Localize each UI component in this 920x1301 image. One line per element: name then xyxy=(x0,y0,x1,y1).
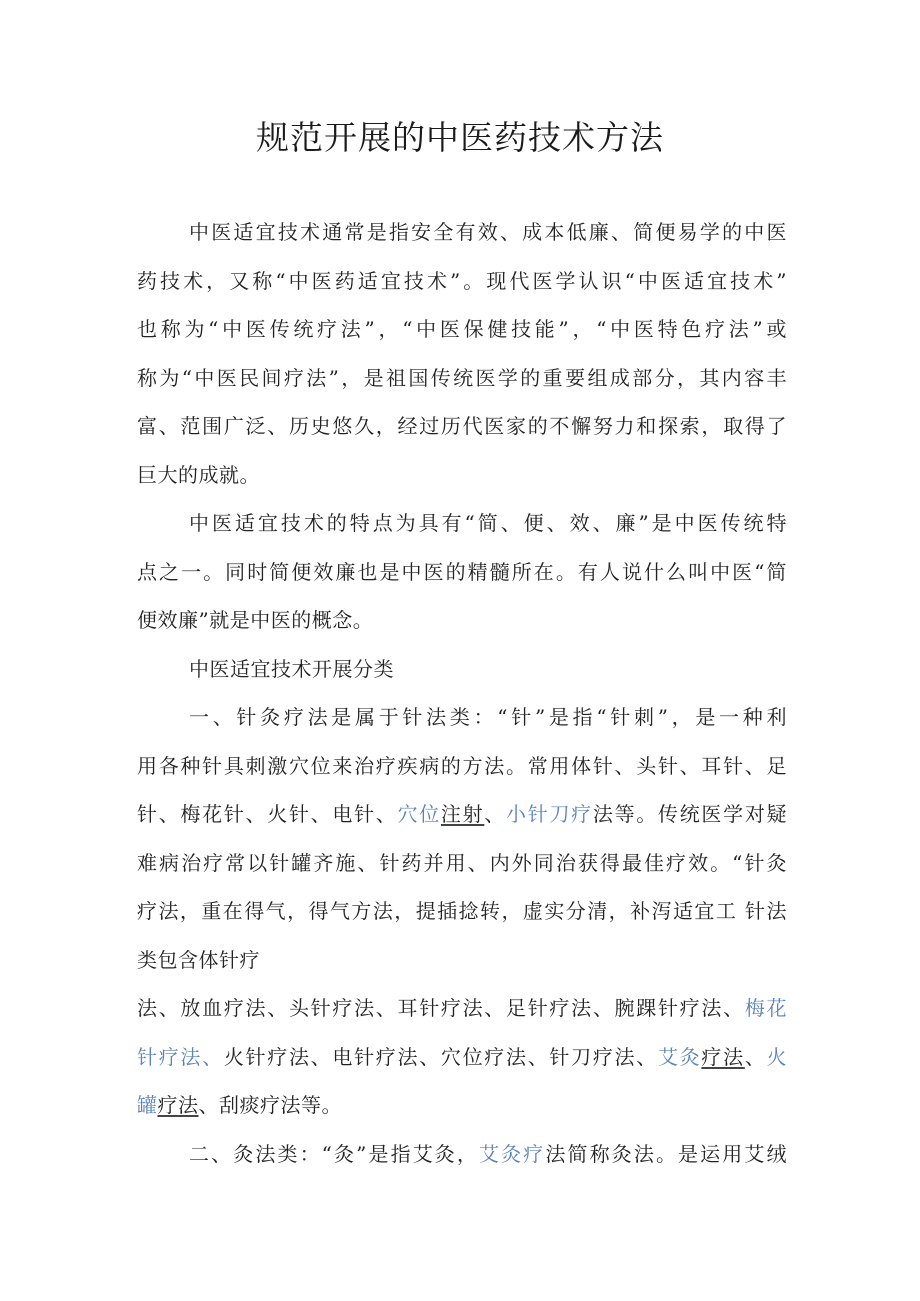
text-line xyxy=(137,1037,787,1086)
underlined-text: 疗法 xyxy=(157,1093,199,1117)
text-line: 一、针灸疗法是属于针法类：“针”是指“针刺”，是一种利 xyxy=(189,705,787,729)
text-line: 称为“中医民间疗法”，是祖国传统医学的重要组成部分，其内容丰 xyxy=(137,365,787,390)
text-span: 二、灸法类：“灸”是指艾灸， xyxy=(189,1141,480,1166)
hyperlink-fire-cupping[interactable]: 火 xyxy=(766,1044,788,1069)
hyperlink-plum-blossom[interactable]: 梅花 xyxy=(744,996,788,1020)
text-span: 火针疗法、电针疗法、穴位疗法、针刀疗法、 xyxy=(223,1044,658,1069)
text-line: 疗法，重在得气，得气方法，提插捻转，虚实分清，补泻适宜工 针法 xyxy=(137,899,787,923)
text-line xyxy=(137,1085,787,1134)
hyperlink-moxibustion[interactable]: 艾灸 xyxy=(657,1044,702,1069)
text-line: 难病治疗常以针罐齐施、针药并用、内外同治获得最佳疗效。“针灸 xyxy=(137,850,787,875)
text-line: 用各种针具刺激穴位来治疗疾病的方法。常用体针、头针、耳针、足 xyxy=(137,753,787,778)
text-line: 药技术，又称“中医药适宜技术”。现代医学认识“中医适宜技术” xyxy=(137,268,787,293)
text-span: 、刮痰疗法等。 xyxy=(198,1093,342,1117)
text-line: 富、范围广泛、历史悠久，经过历代医家的不懈努力和探索，取得了 xyxy=(137,414,787,438)
underlined-text: 注射 xyxy=(440,802,485,826)
text-span: 、 xyxy=(744,1044,767,1069)
text-line: 巨大的成就。 xyxy=(137,462,260,487)
hyperlink-needle-therapy[interactable]: 针疗法、 xyxy=(137,1044,224,1069)
text-line: 中医适宜技术的特点为具有“简、便、效、廉”是中医传统特 xyxy=(189,511,787,535)
hyperlink-acupoint[interactable]: 穴位 xyxy=(397,802,441,826)
text-span: 法、放血疗法、头针疗法、耳针疗法、足针疗法、腕踝针疗法、 xyxy=(137,996,745,1020)
hyperlink-small-needle-knife[interactable]: 小针刀疗 xyxy=(506,802,593,826)
hyperlink-cupping[interactable]: 罐 xyxy=(137,1093,158,1117)
underlined-text: 疗法 xyxy=(701,1044,745,1069)
section-heading: 中医适宜技术开展分类 xyxy=(189,656,394,681)
text-line xyxy=(137,1134,787,1183)
text-line: 中医适宜技术通常是指安全有效、成本低廉、简便易学的中医 xyxy=(189,220,787,244)
text-line xyxy=(137,988,787,1037)
text-line: 类包含体针疗 xyxy=(137,947,260,972)
document-body xyxy=(137,212,787,1182)
text-line: 点之一。同时简便效廉也是中医的精髓所在。有人说什么叫中医“简 xyxy=(137,559,787,584)
hyperlink-moxibustion-therapy[interactable]: 艾灸疗 xyxy=(479,1141,546,1166)
text-line: 便效廉”就是中医的概念。 xyxy=(137,608,374,632)
text-span: 针、梅花针、火针、电针、 xyxy=(137,802,398,826)
text-span: 法简称灸法。是运用艾绒 xyxy=(545,1141,788,1166)
text-line xyxy=(137,794,787,843)
text-span: 法等。传统医学对疑 xyxy=(592,802,788,826)
document-title: 规范开展的中医药技术方法 xyxy=(256,118,664,157)
text-span: 、 xyxy=(484,802,507,826)
text-line: 也称为“中医传统疗法”，“中医保健技能”，“中医特色疗法”或 xyxy=(137,317,787,341)
